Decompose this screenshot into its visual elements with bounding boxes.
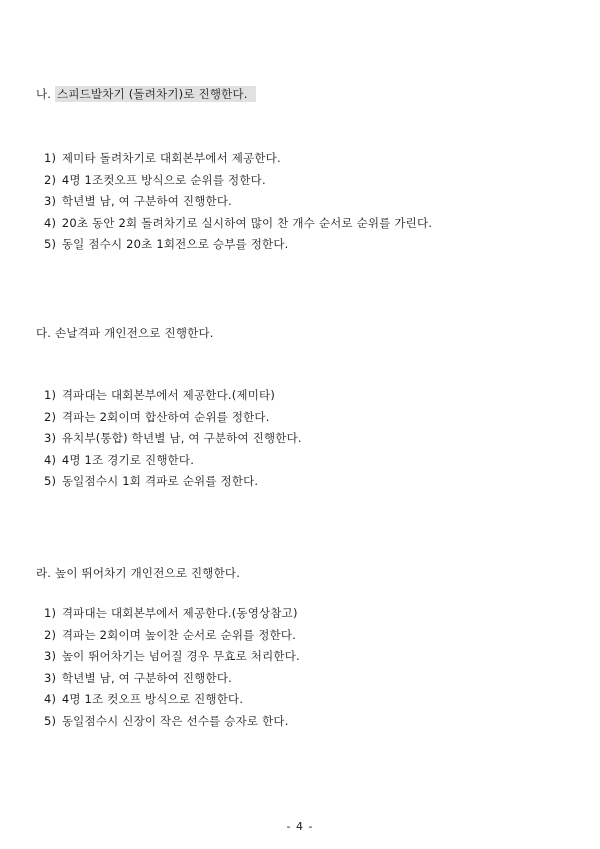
item-text: 학년별 남, 여 구분하여 진행한다. (61, 670, 233, 685)
item-text: 4명 1조 컷오프 방식으로 진행한다. (61, 692, 244, 706)
item-number: 5) (44, 474, 57, 488)
item-text: 동일점수시 신장이 작은 선수를 승자로 한다. (61, 713, 289, 728)
list-item (44, 713, 300, 735)
list-item (44, 430, 302, 452)
section-list-ra (44, 605, 300, 734)
list-item (44, 627, 300, 649)
list-item (44, 473, 302, 495)
item-text: 학년별 남, 여 구분하여 진행한다. (61, 194, 233, 208)
item-text: 동일 점수시 20초 1회전으로 승부를 정한다. (61, 237, 289, 251)
list-item (44, 215, 432, 237)
item-number: 3) (44, 431, 57, 445)
item-number: 4) (44, 692, 57, 706)
item-number: 2) (44, 409, 57, 424)
item-number: 1) (44, 151, 57, 165)
item-number: 2) (44, 627, 57, 642)
list-item (44, 236, 432, 258)
list-item (44, 387, 302, 409)
item-text: 격파는 2회이며 높이찬 순서로 순위를 정한다. (61, 627, 297, 642)
item-text: 제미타 돌려차기로 대회본부에서 제공한다. (61, 151, 281, 165)
section-heading-na (36, 86, 256, 102)
item-text: 격파는 2회이며 합산하여 순위를 정한다. (61, 409, 270, 424)
list-item (44, 670, 300, 692)
section-prefix: 나. (36, 87, 56, 101)
list-item (44, 172, 432, 194)
section-heading-ra (36, 565, 240, 581)
section-heading-da (36, 325, 214, 341)
item-number: 3) (44, 194, 57, 208)
item-number: 3) (44, 649, 57, 663)
list-item (44, 648, 300, 670)
list-item (44, 691, 300, 713)
section-title: 높이 뛰어차기 개인전으로 진행한다. (55, 566, 241, 580)
section-title-highlighted: 스피드발차기 (돌려차기)로 진행한다. (55, 86, 256, 102)
section-list-da (44, 387, 302, 495)
item-text: 격파대는 대회본부에서 제공한다.(제미타) (61, 388, 276, 402)
list-item (44, 452, 302, 474)
section-prefix: 라. (36, 566, 56, 580)
item-number: 4) (44, 215, 57, 230)
item-number: 5) (44, 713, 57, 728)
page-number: - 4 - (286, 820, 314, 833)
section-title: 손날격파 개인전으로 진행한다. (55, 326, 214, 340)
list-item (44, 193, 432, 215)
item-text: 격파대는 대회본부에서 제공한다.(동영상참고) (61, 606, 298, 620)
section-list-na (44, 150, 432, 258)
list-item (44, 409, 302, 431)
item-number: 2) (44, 172, 57, 187)
item-text: 4명 1조 경기로 진행한다. (61, 452, 195, 467)
item-number: 3) (44, 670, 57, 685)
item-text: 동일점수시 1회 격파로 순위를 정한다. (61, 474, 259, 488)
item-number: 4) (44, 452, 57, 467)
item-number: 5) (44, 237, 57, 251)
item-number: 1) (44, 606, 57, 620)
section-prefix: 다. (36, 326, 56, 340)
list-item (44, 150, 432, 172)
list-item (44, 605, 300, 627)
item-text: 20초 동안 2회 돌려차기로 실시하여 많이 찬 개수 순서로 순위를 가린다. (61, 215, 433, 230)
item-text: 유치부(통합) 학년별 남, 여 구분하여 진행한다. (61, 431, 302, 445)
item-text: 높이 뛰어차기는 넘어질 경우 무효로 처리한다. (61, 649, 300, 663)
item-text: 4명 1조컷오프 방식으로 순위를 정한다. (61, 172, 266, 187)
item-number: 1) (44, 388, 57, 402)
